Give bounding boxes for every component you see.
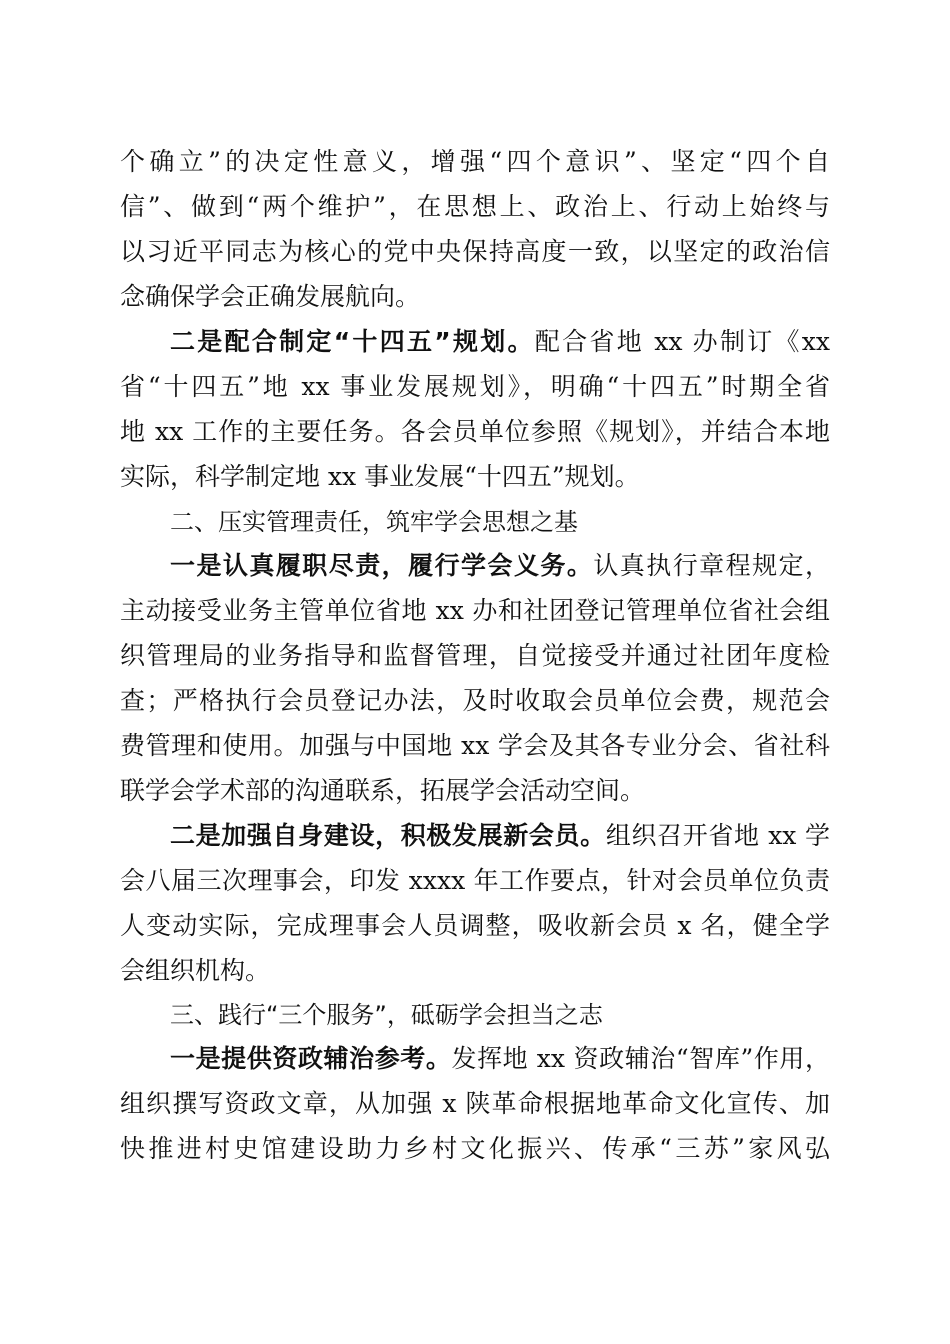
paragraph-line: 念确保学会正确发展航向。: [120, 282, 421, 311]
paragraph-text: 发挥地 xx 资政辅治“智库”作用，: [451, 1044, 830, 1073]
paragraph-lead: 二是加强自身建设，积极发展新会员。: [170, 821, 606, 850]
paragraph-line: 地 xx 工作的主要任务。各会员单位参照《规划》，并结合本地: [120, 417, 830, 446]
paragraph-first-line: [170, 1044, 830, 1074]
paragraph-line: 费管理和使用。加强与中国地 xx 学会及其各专业分会、省社科: [120, 731, 830, 760]
paragraph-line: 联学会学术部的沟通联系，拓展学会活动空间。: [120, 776, 646, 805]
paragraph-line: 人变动实际，完成理事会人员调整，吸收新会员 x 名，健全学: [120, 911, 830, 940]
paragraph-line: 快推进村史馆建设助力乡村文化振兴、传承“三苏”家风弘: [120, 1134, 830, 1163]
paragraph-line: 个确立”的决定性意义，增强“四个意识”、坚定“四个自: [120, 147, 831, 176]
paragraph-line: 主动接受业务主管单位省地 xx 办和社团登记管理单位省社会组: [120, 596, 830, 625]
section-heading: 三、践行“三个服务”，砥砺学会担当之志: [170, 1001, 603, 1029]
paragraph-line: 查；严格执行会员登记办法，及时收取会员单位会费，规范会: [120, 686, 830, 715]
paragraph-line: 省“十四五”地 xx 事业发展规划》，明确“十四五”时期全省: [120, 372, 830, 401]
paragraph-first-line: [170, 327, 830, 357]
paragraph-line: 实际，科学制定地 xx 事业发展“十四五”规划。: [120, 462, 640, 491]
paragraph-line: 会组织机构。: [120, 956, 271, 985]
paragraph-lead: 二是配合制定“十四五”规划。: [170, 327, 535, 356]
paragraph-line: 会八届三次理事会，印发 xxxx 年工作要点，针对会员单位负责: [120, 866, 830, 895]
paragraph-line: 信”、做到“两个维护”，在思想上、政治上、行动上始终与: [120, 192, 830, 221]
paragraph-first-line: [170, 551, 830, 581]
paragraph-lead: 一是认真履职尽责，履行学会义务。: [170, 551, 594, 580]
paragraph-line: 组织撰写资政文章，从加强 x 陕革命根据地革命文化宣传、加: [120, 1089, 830, 1118]
paragraph-text: 配合省地 xx 办制订《xx: [534, 327, 830, 356]
paragraph-text: 认真执行章程规定，: [593, 551, 830, 580]
paragraph-line: 以习近平同志为核心的党中央保持高度一致，以坚定的政治信: [120, 237, 830, 266]
paragraph-lead: 一是提供资政辅治参考。: [170, 1044, 452, 1073]
paragraph-first-line: [170, 821, 830, 851]
paragraph-line: 织管理局的业务指导和监督管理，自觉接受并通过社团年度检: [120, 641, 830, 670]
section-heading: 二、压实管理责任，筑牢学会思想之基: [170, 508, 578, 536]
paragraph-text: 组织召开省地 xx 学: [605, 821, 830, 850]
